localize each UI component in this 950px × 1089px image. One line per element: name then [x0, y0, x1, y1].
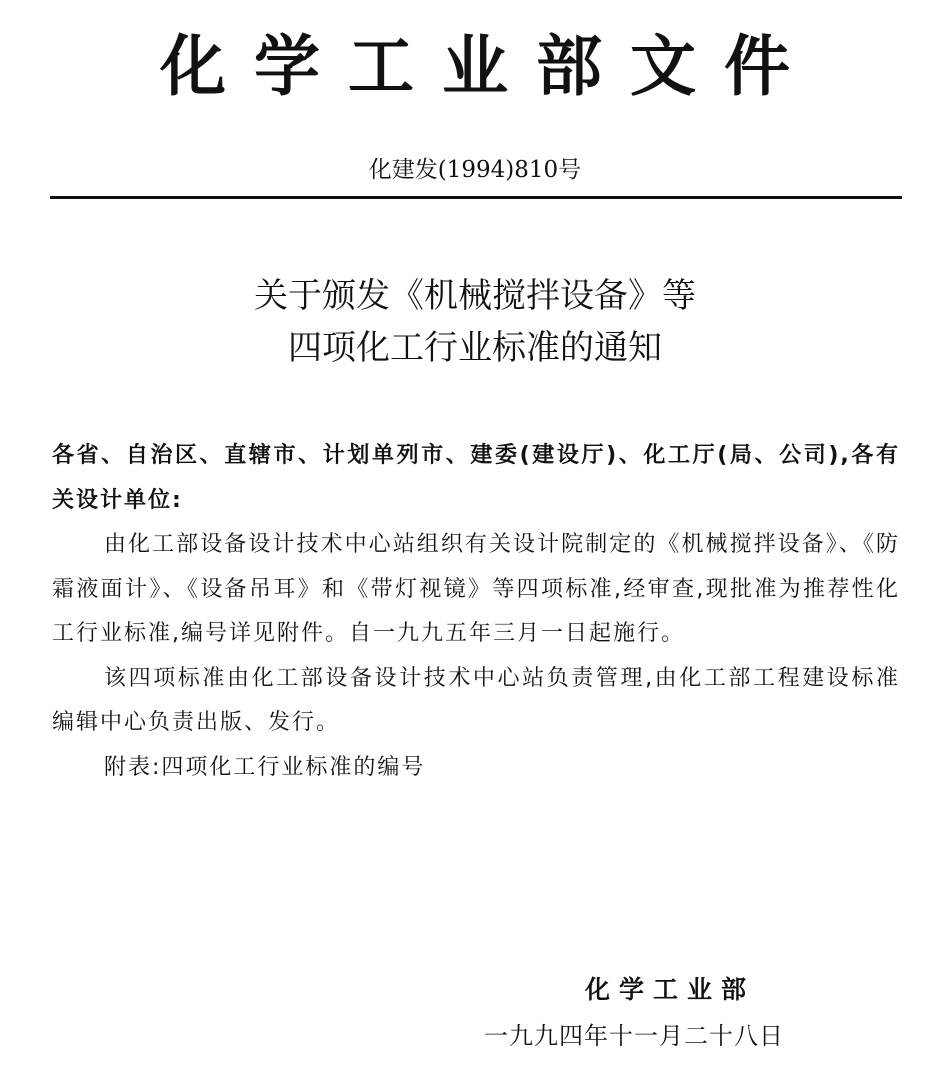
body-paragraph-1: 由化工部设备设计技术中心站组织有关设计院制定的《机械搅拌设备》、《防霜液面计》、《设备吊耳》和《带灯视镜》等四项标准,经审查,现批准为推荐性化工行业标准,编号详见附件。自一九九五年三月一日起施行。 — [52, 532, 900, 646]
body-paragraph-2: 该四项标准由化工部设备设计技术中心站负责管理,由化工部工程建设标准编辑中心负责出版、发行。 — [52, 665, 900, 735]
notice-title-line-1: 关于颁发《机械搅拌设备》等 — [254, 276, 696, 316]
notice-title-line-2: 四项化工行业标准的通知 — [288, 328, 662, 368]
notice-body — [52, 434, 900, 790]
document-number: 化建发(1994)810号 — [368, 157, 582, 183]
document-header-title: 化学工业部文件 — [160, 28, 818, 105]
addressee: 各省、自治区、直辖市、计划单列市、建委(建设厅)、化工厅(局、公司),各有关设计单位: — [52, 443, 900, 513]
notice-title — [0, 270, 950, 374]
issue-date: 一九九四年十一月二十八日 — [484, 1022, 784, 1050]
attachment-note: 附表:四项化工行业标准的编号 — [104, 754, 426, 780]
header-divider — [50, 196, 902, 199]
issuer-signature: 化学工业部 — [585, 975, 756, 1004]
